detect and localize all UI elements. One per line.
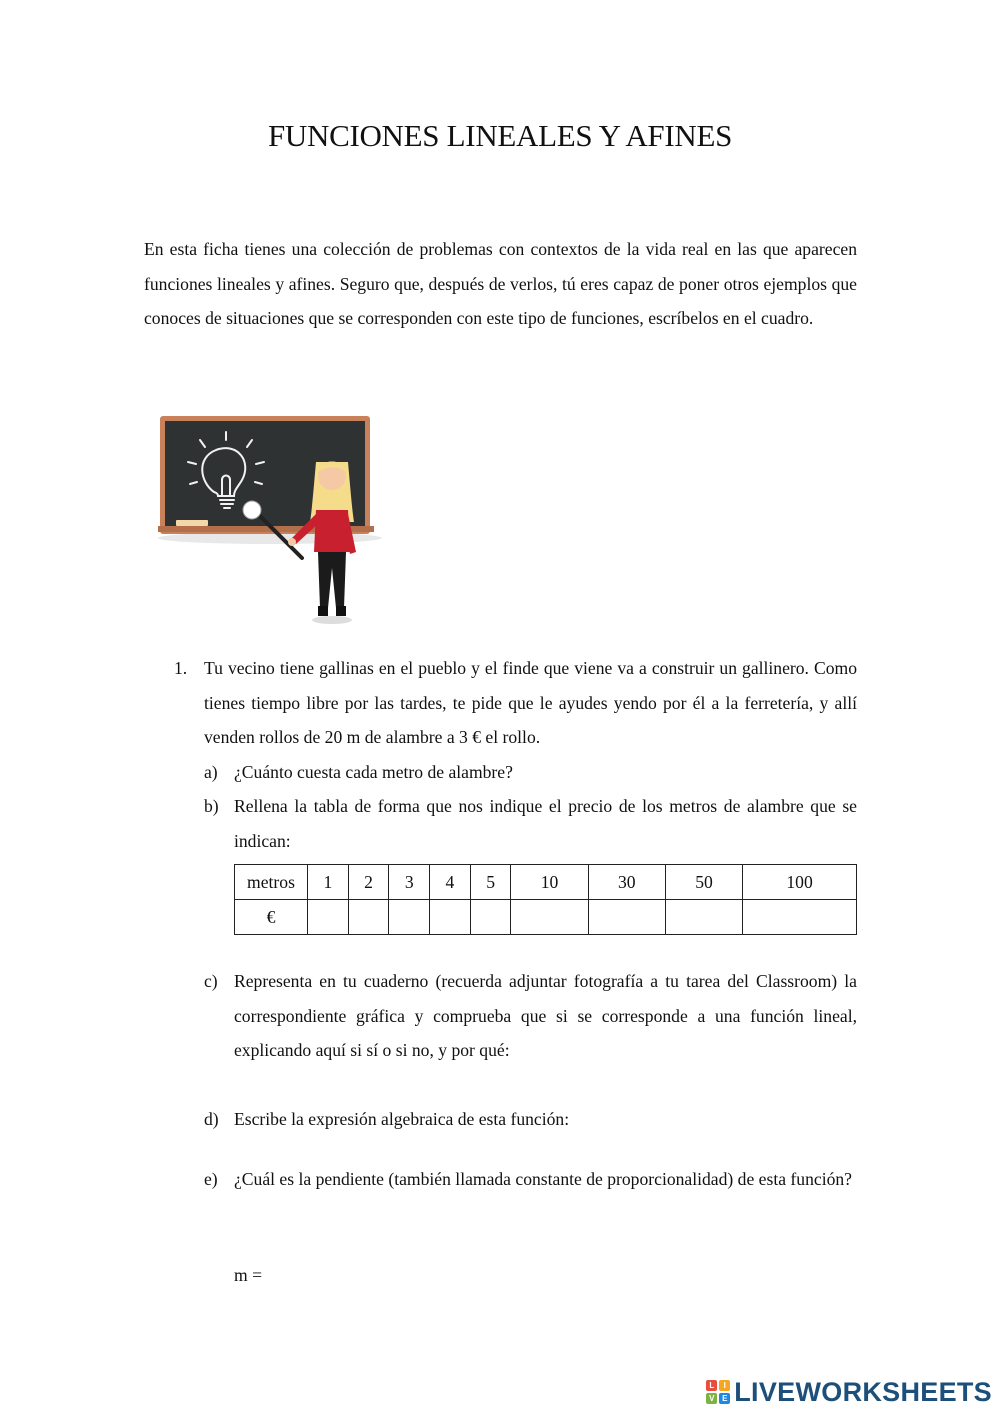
- liveworksheets-logo: [706, 1377, 992, 1407]
- subquestion-letter: b): [204, 796, 219, 816]
- price-answer-cell[interactable]: [743, 900, 857, 935]
- price-answer-cell[interactable]: [430, 900, 471, 935]
- subquestion-text: ¿Cuál es la pendiente (también llamada constante de proporcionalidad) de esta función?: [234, 1169, 852, 1189]
- subquestion-d: [204, 1102, 857, 1137]
- subquestion-b: [204, 789, 857, 858]
- subquestion-letter: a): [204, 762, 218, 782]
- question-text: Tu vecino tiene gallinas en el pueblo y el finde que viene va a construir un gallinero. Como tienes tiempo libre por las tardes, te pide que le ayudes yendo por él a la ferretería, y allí venden rollos de 20 m de alambre a 3 € el rollo.: [204, 658, 857, 747]
- table-cell-meters: 4: [430, 865, 471, 900]
- subquestion-text: Rellena la tabla de forma que nos indique el precio de los metros de alambre que se indican:: [234, 796, 857, 851]
- logo-mark-letter: V: [706, 1393, 717, 1404]
- teacher-at-chalkboard-lightbulb-icon: [150, 410, 390, 630]
- table-cell-meters: 30: [588, 865, 665, 900]
- price-answer-cell[interactable]: [389, 900, 430, 935]
- price-answer-cell[interactable]: [308, 900, 349, 935]
- table-cell-meters: 50: [665, 865, 742, 900]
- table-cell-meters: 10: [511, 865, 588, 900]
- logo-mark-letter: I: [719, 1380, 730, 1391]
- price-answer-cell[interactable]: [470, 900, 511, 935]
- table-cell-meters: 100: [743, 865, 857, 900]
- table-cell-meters: 5: [470, 865, 511, 900]
- price-answer-cell[interactable]: [588, 900, 665, 935]
- price-answer-cell[interactable]: [665, 900, 742, 935]
- table-header-price: €: [235, 900, 308, 935]
- table-cell-meters: 2: [348, 865, 389, 900]
- subquestion-text: ¿Cuánto cuesta cada metro de alambre?: [234, 762, 513, 782]
- question-number: 1.: [174, 658, 188, 678]
- logo-mark-letter: E: [719, 1393, 730, 1404]
- liveworksheets-wordmark: LIVEWORKSHEETS: [734, 1376, 992, 1407]
- page-title: FUNCIONES LINEALES Y AFINES: [267, 118, 733, 153]
- subquestion-a: [204, 755, 857, 790]
- table-row-price: [235, 900, 857, 935]
- intro-paragraph: En esta ficha tienes una colección de problemas con contextos de la vida real en las que aparecen funciones lineales y afines. Seguro que, después de verlos, tú eres capaz de poner otros ejemplos que conoces de situaciones que se corresponden con este tipo de funciones, escríbelos en el cuadro.: [144, 239, 857, 328]
- table-cell-meters: 3: [389, 865, 430, 900]
- table-row-meters: [235, 865, 857, 900]
- subquestion-text: Representa en tu cuaderno (recuerda adjuntar fotografía a tu tarea del Classroom) la correspondiente gráfica y comprueba que si se corresponde a una función lineal, explicando aquí si sí o si no, y por qué:: [234, 971, 857, 1060]
- subquestion-letter: e): [204, 1169, 218, 1189]
- logo-mark-letter: L: [706, 1380, 717, 1391]
- price-table: [234, 864, 857, 935]
- subquestion-text: Escribe la expresión algebraica de esta función:: [234, 1109, 570, 1129]
- price-answer-cell[interactable]: [511, 900, 588, 935]
- subquestion-letter: d): [204, 1109, 219, 1129]
- slope-answer-label: m =: [234, 1265, 263, 1285]
- subquestion-letter: c): [204, 971, 218, 991]
- table-header-meters: metros: [235, 865, 308, 900]
- price-answer-cell[interactable]: [348, 900, 389, 935]
- subquestion-e: [204, 1162, 857, 1197]
- table-cell-meters: 1: [308, 865, 349, 900]
- liveworksheets-mark-icon: [706, 1380, 730, 1404]
- subquestion-c: [204, 964, 857, 1068]
